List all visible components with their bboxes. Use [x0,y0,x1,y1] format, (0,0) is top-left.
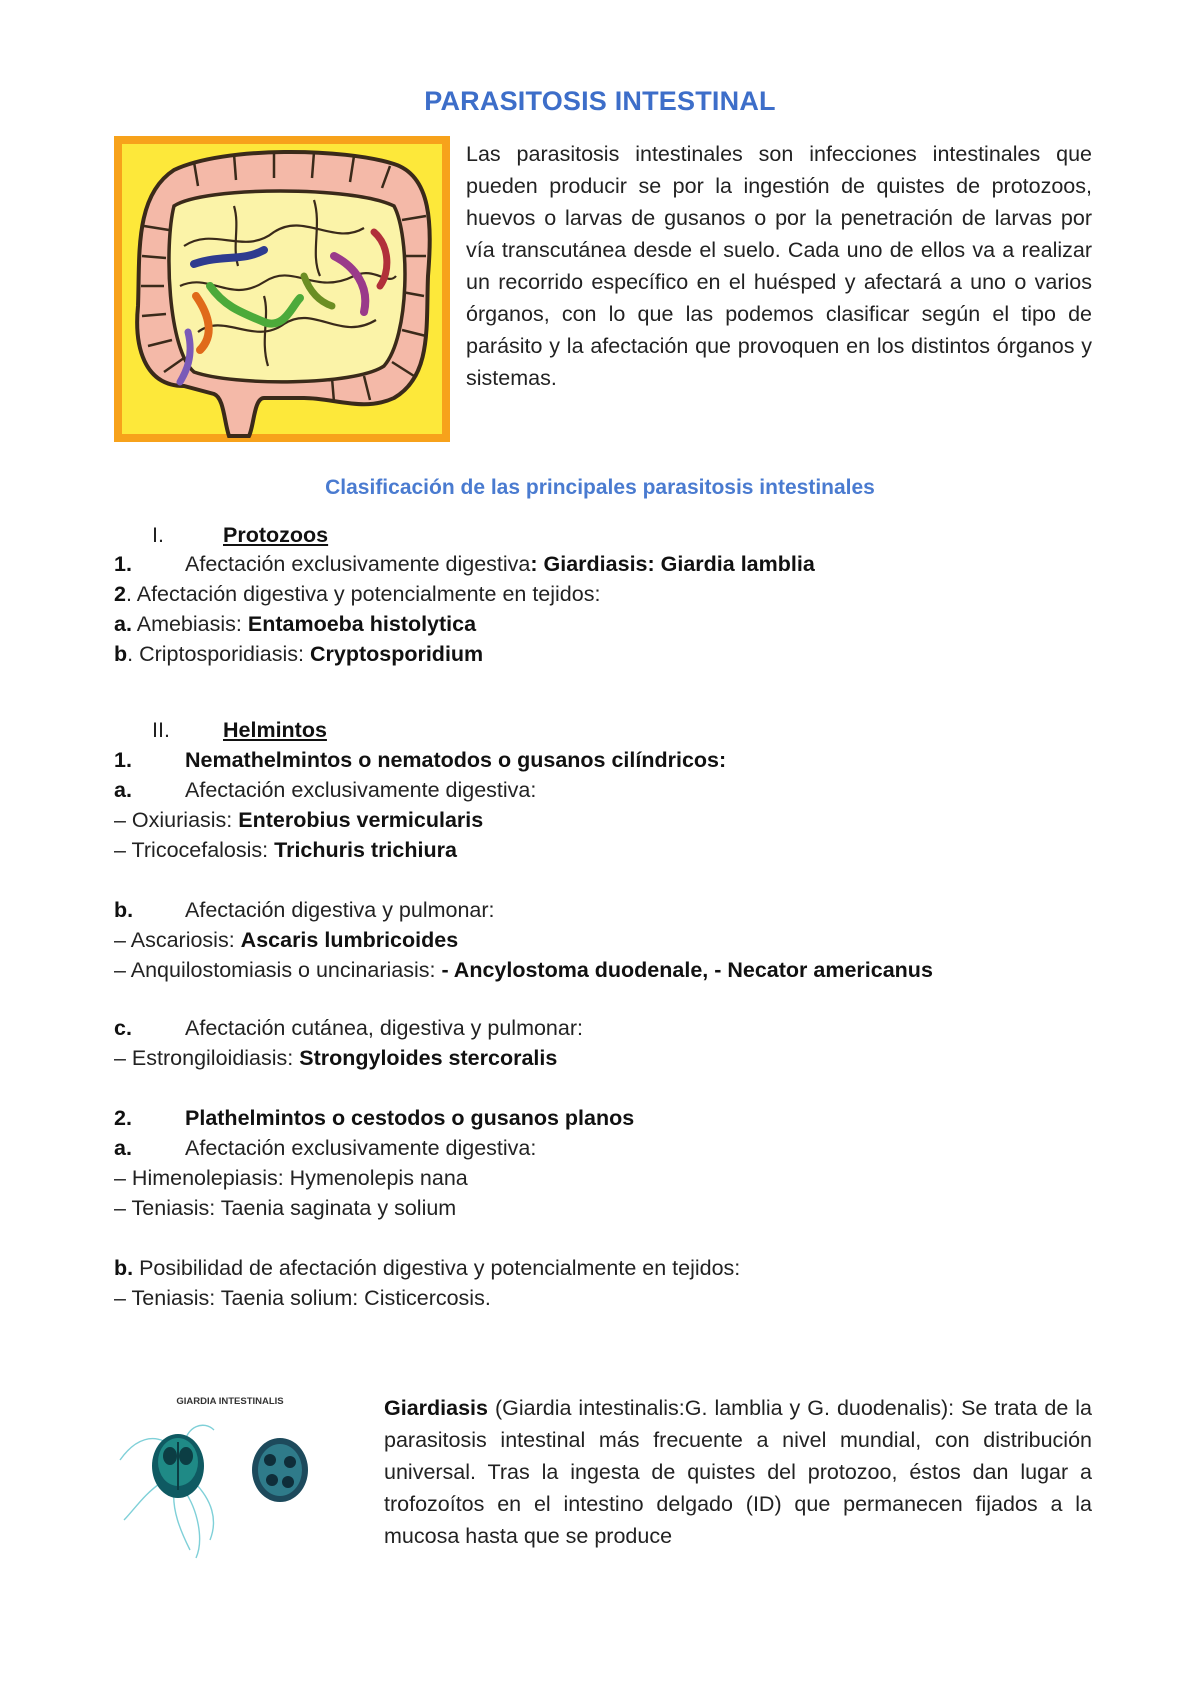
giardia-illustration [114,1390,346,1560]
intro-paragraph: Las parasitosis intestinales son infecciones intestinales que pueden producir se por la ingestión de quistes de protozoos, huevos o larvas de gusanos o por la penetración de larvas por vía transcutánea desde el suelo. Cada uno de ellos va a realizar un recorrido específico en el huésped y afectará a uno o varios órganos, con lo que las podemos clasificar según el tipo de parásito y la afectación que provoquen en los distintos órganos y sistemas. [466,142,1092,390]
giardiasis-paragraph: Giardiasis (Giardia intestinalis:G. lamblia y G. duodenalis): Se trata de la parasitosis intestinal más frecuente a nivel mundial, con distribución universal. Tras la ingesta de quistes del protozoo, éstos dan lugar a trofozoítos en el intestino delgado (ID) que permanecen fijados a la mucosa hasta que se produce [384,1396,1092,1548]
list-item: – Himenolepiasis: Hymenolepis nana [114,1166,468,1190]
document-title: PARASITOSIS INTESTINAL [424,86,776,116]
classification-subtitle: Clasificación de las principales parasitosis intestinales [325,476,875,499]
list-item: a. Amebiasis: Entamoeba histolytica [114,612,477,636]
list-item: – Ascariosis: Ascaris lumbricoides [114,928,459,952]
list-item: – Anquilostomiasis o uncinariasis: - Ancylostoma duodenale, - Necator americanus [114,958,933,982]
section-title: Protozoos [223,523,329,547]
roman-numeral: I. [152,523,164,547]
giardiasis-term: Giardiasis [384,1396,488,1420]
list-item: – Oxiuriasis: Enterobius vermicularis [114,808,484,832]
list-item: a. Afectación exclusivamente digestiva: [114,778,537,802]
list-item: – Tricocefalosis: Trichuris trichiura [114,838,457,862]
list-item: – Teniasis: Taenia saginata y solium [114,1196,457,1220]
giardia-image-label: GIARDIA INTESTINALIS [176,1396,284,1407]
section-protozoos-heading [152,520,328,550]
list-item: b. Criptosporidiasis: Cryptosporidium [114,642,484,666]
list-item: – Estrongiloidiasis: Strongyloides stercoralis [114,1046,558,1070]
list-item: b. Afectación digestiva y pulmonar: [114,898,495,922]
list-item: b. Posibilidad de afectación digestiva y potencialmente en tejidos: [114,1256,741,1280]
list-item: – Teniasis: Taenia solium: Cisticercosis. [114,1286,491,1310]
subsection-heading: 2. Plathelmintos o cestodos o gusanos planos [114,1106,635,1130]
list-item: a. Afectación exclusivamente digestiva: [114,1136,537,1160]
subsection-heading: 1. Nemathelmintos o nematodos o gusanos cilíndricos: [114,748,727,772]
list-item: 1. Afectación exclusivamente digestiva: Giardiasis: Giardia lamblia [114,552,815,576]
section-helmintos-heading [152,715,327,745]
section-title: Helmintos [223,718,327,742]
list-item: c. Afectación cutánea, digestiva y pulmonar: [114,1016,583,1040]
list-item: 2. Afectación digestiva y potencialmente en tejidos: [114,582,601,606]
roman-numeral: II. [152,718,170,742]
intestine-illustration [114,136,450,442]
